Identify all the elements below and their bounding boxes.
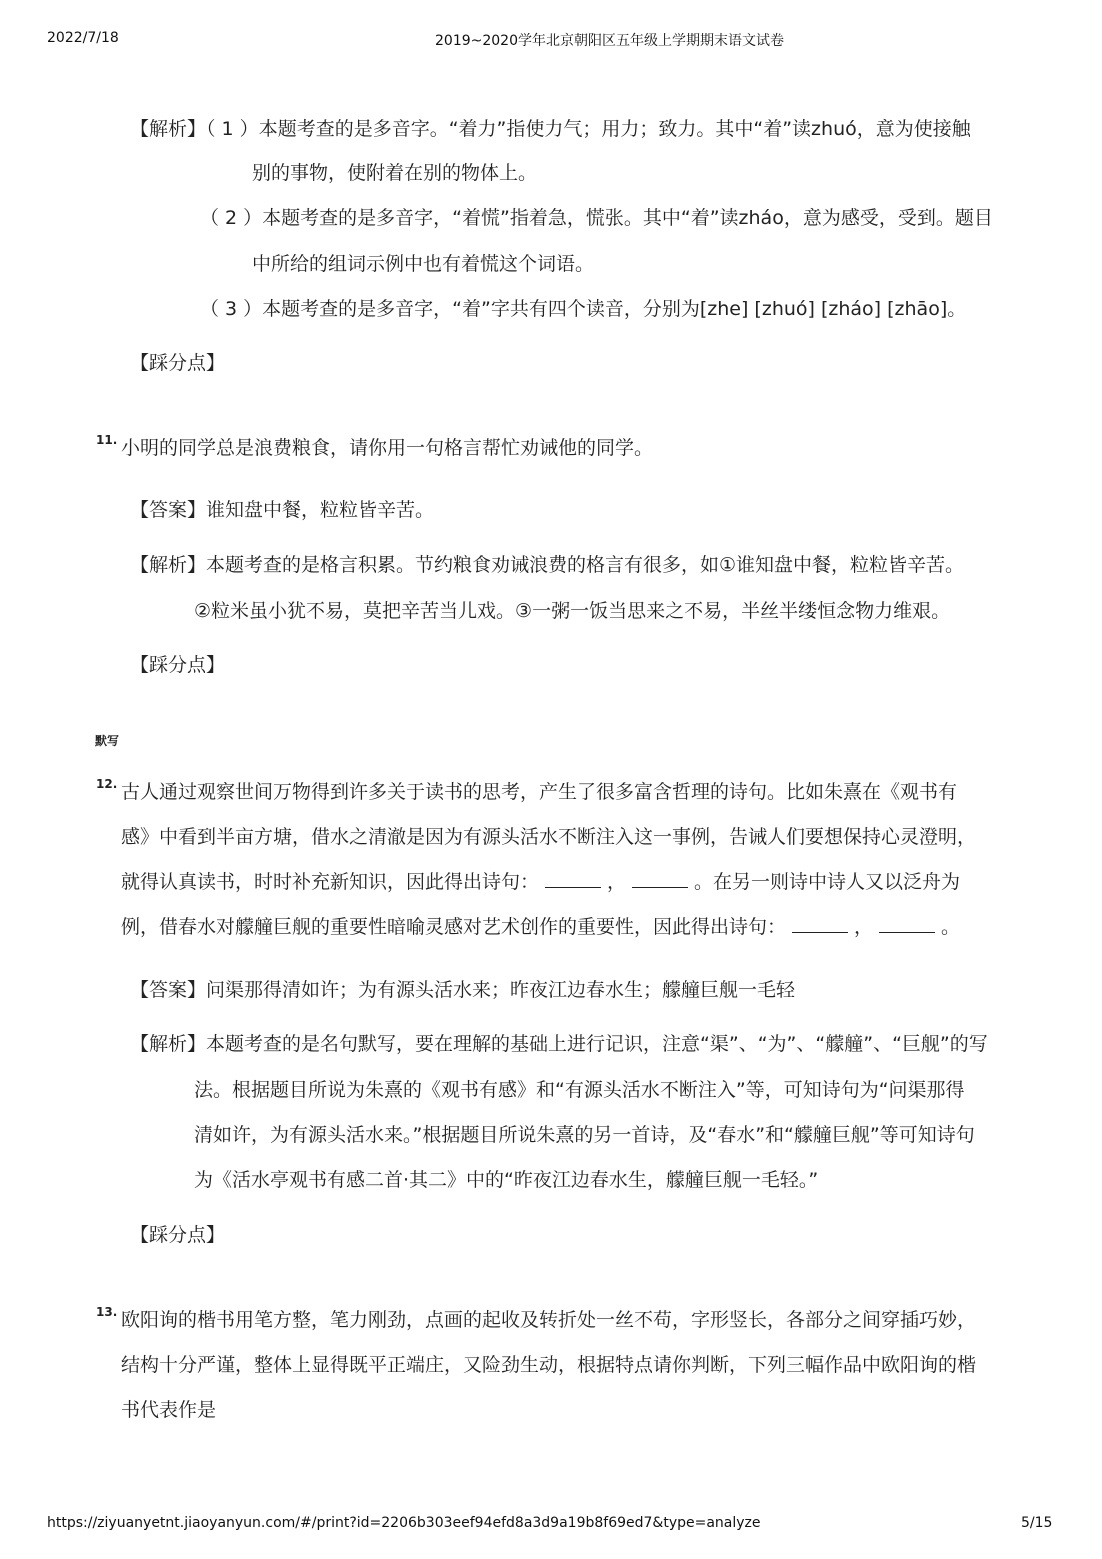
punctuation: ， — [607, 871, 627, 893]
q10-part2-line1 — [200, 203, 993, 233]
answer-text: 问渠那得清如许；为有源头活水来；昨夜江边春水生；艨艟巨舰一毛轻 — [206, 979, 796, 1001]
q12-analysis-line1 — [130, 1029, 988, 1059]
question-number: 11. — [96, 433, 118, 447]
q12-question-line1: 古人通过观察世间万物得到许多关于读书的思考，产生了很多富含哲理的诗句。比如朱熹在《观书有 — [121, 781, 958, 803]
page-number: 5/15 — [1021, 1515, 1053, 1531]
answer-label: 【答案】 — [130, 499, 207, 521]
q12-question-line2: 感》中看到半亩方塘，借水之清澈是因为有源头活水不断注入这一事例，告诫人们要想保持心灵澄明， — [121, 826, 977, 848]
q10-analysis-line2: 别的事物，使附着在别的物体上。 — [252, 162, 538, 184]
q12-analysis-line4: 为《活水亭观书有感二首·其二》中的“昨夜江边春水生，艨艟巨舰一毛轻。” — [194, 1169, 819, 1191]
footer-url: https://ziyuanyetnt.jiaoyanyun.com/#/print?id=2206b303eef94efd8a3d9a19b8f69ed7&type=analyze — [47, 1515, 761, 1531]
analysis-text: 本题考查的是多音字。“着力”指使力气；用力；致力。其中“着”读zhuó，意为使接触 — [258, 118, 971, 140]
q12-answer — [130, 975, 795, 1005]
answer-blank[interactable] — [545, 871, 601, 888]
q13-question-line1: 欧阳询的楷书用笔方整，笔力刚劲，点画的起收及转折处一丝不苟，字形竖长，各部分之间穿插巧妙， — [121, 1309, 977, 1331]
q10-part2-line2: 中所给的组词示例中也有着慌这个词语。 — [252, 253, 595, 275]
q10-scoring-points: 【踩分点】 — [130, 352, 226, 374]
answer-blank[interactable] — [792, 916, 848, 933]
part-number: （ 1 ） — [206, 118, 259, 140]
q10-analysis-line1 — [130, 114, 971, 144]
part-number: （ 3 ） — [200, 298, 263, 320]
answer-blank[interactable] — [879, 916, 935, 933]
q12-analysis-line2: 法。根据题目所说为朱熹的《观书有感》和“有源头活水不断注入”等，可知诗句为“问渠那得 — [194, 1079, 965, 1101]
q12-question-line4 — [121, 912, 960, 942]
q11-question: 小明的同学总是浪费粮食，请你用一句格言帮忙劝诫他的同学。 — [121, 437, 654, 459]
analysis-label: 【解析】 — [130, 118, 207, 140]
question-text: 。在另一则诗中诗人又以泛舟为 — [694, 871, 961, 893]
question-text: 就得认真读书，时时补充新知识，因此得出诗句： — [121, 871, 540, 893]
analysis-text: 本题考查的是格言积累。节约粮食劝诫浪费的格言有很多，如①谁知盘中餐，粒粒皆辛苦。 — [206, 554, 965, 576]
q11-scoring-points: 【踩分点】 — [130, 654, 226, 676]
analysis-label: 【解析】 — [130, 554, 207, 576]
q11-analysis-line2: ②粒米虽小犹不易，莫把辛苦当儿戏。③一粥一饭当思来之不易，半丝半缕恒念物力维艰。 — [194, 600, 951, 622]
punctuation: ， — [854, 916, 874, 938]
answer-text: 谁知盘中餐，粒粒皆辛苦。 — [206, 499, 435, 521]
q12-question-line3 — [121, 867, 960, 897]
question-text: 例，借春水对艨艟巨舰的重要性暗喻灵感对艺术创作的重要性，因此得出诗句： — [121, 916, 787, 938]
question-number: 13. — [96, 1305, 118, 1319]
q10-part3-line1 — [200, 294, 966, 324]
document-title: 2019~2020学年北京朝阳区五年级上学期期末语文试卷 — [435, 33, 784, 49]
q13-question-line2: 结构十分严谨，整体上显得既平正端庄，又险劲生动，根据特点请你判断，下列三幅作品中欧阳询的楷 — [121, 1354, 977, 1376]
analysis-text: 本题考查的是名句默写，要在理解的基础上进行记识，注意“渠”、“为”、“艨艟”、“巨舰”的写 — [206, 1033, 988, 1055]
answer-label: 【答案】 — [130, 979, 207, 1001]
analysis-text: 本题考查的是多音字，“着”字共有四个读音，分别为[zhe] [zhuó] [zháo] [zhāo]。 — [262, 298, 967, 320]
part-number: （ 2 ） — [200, 207, 263, 229]
q12-analysis-line3: 清如许，为有源头活水来。”根据题目所说朱熹的另一首诗，及“春水”和“艨艟巨舰”等可知诗句 — [194, 1124, 975, 1146]
question-number: 12. — [96, 777, 118, 791]
print-date: 2022/7/18 — [47, 30, 119, 46]
punctuation: 。 — [941, 916, 961, 938]
q11-answer — [130, 495, 434, 525]
q11-analysis-line1 — [130, 550, 964, 580]
analysis-text: 本题考查的是多音字，“着慌”指着急，慌张。其中“着”读zháo，意为感受，受到。题目 — [262, 207, 993, 229]
section-title: 默写 — [95, 734, 120, 748]
analysis-label: 【解析】 — [130, 1033, 207, 1055]
q12-scoring-points: 【踩分点】 — [130, 1224, 226, 1246]
q13-question-line3: 书代表作是 — [121, 1399, 217, 1421]
answer-blank[interactable] — [632, 871, 688, 888]
